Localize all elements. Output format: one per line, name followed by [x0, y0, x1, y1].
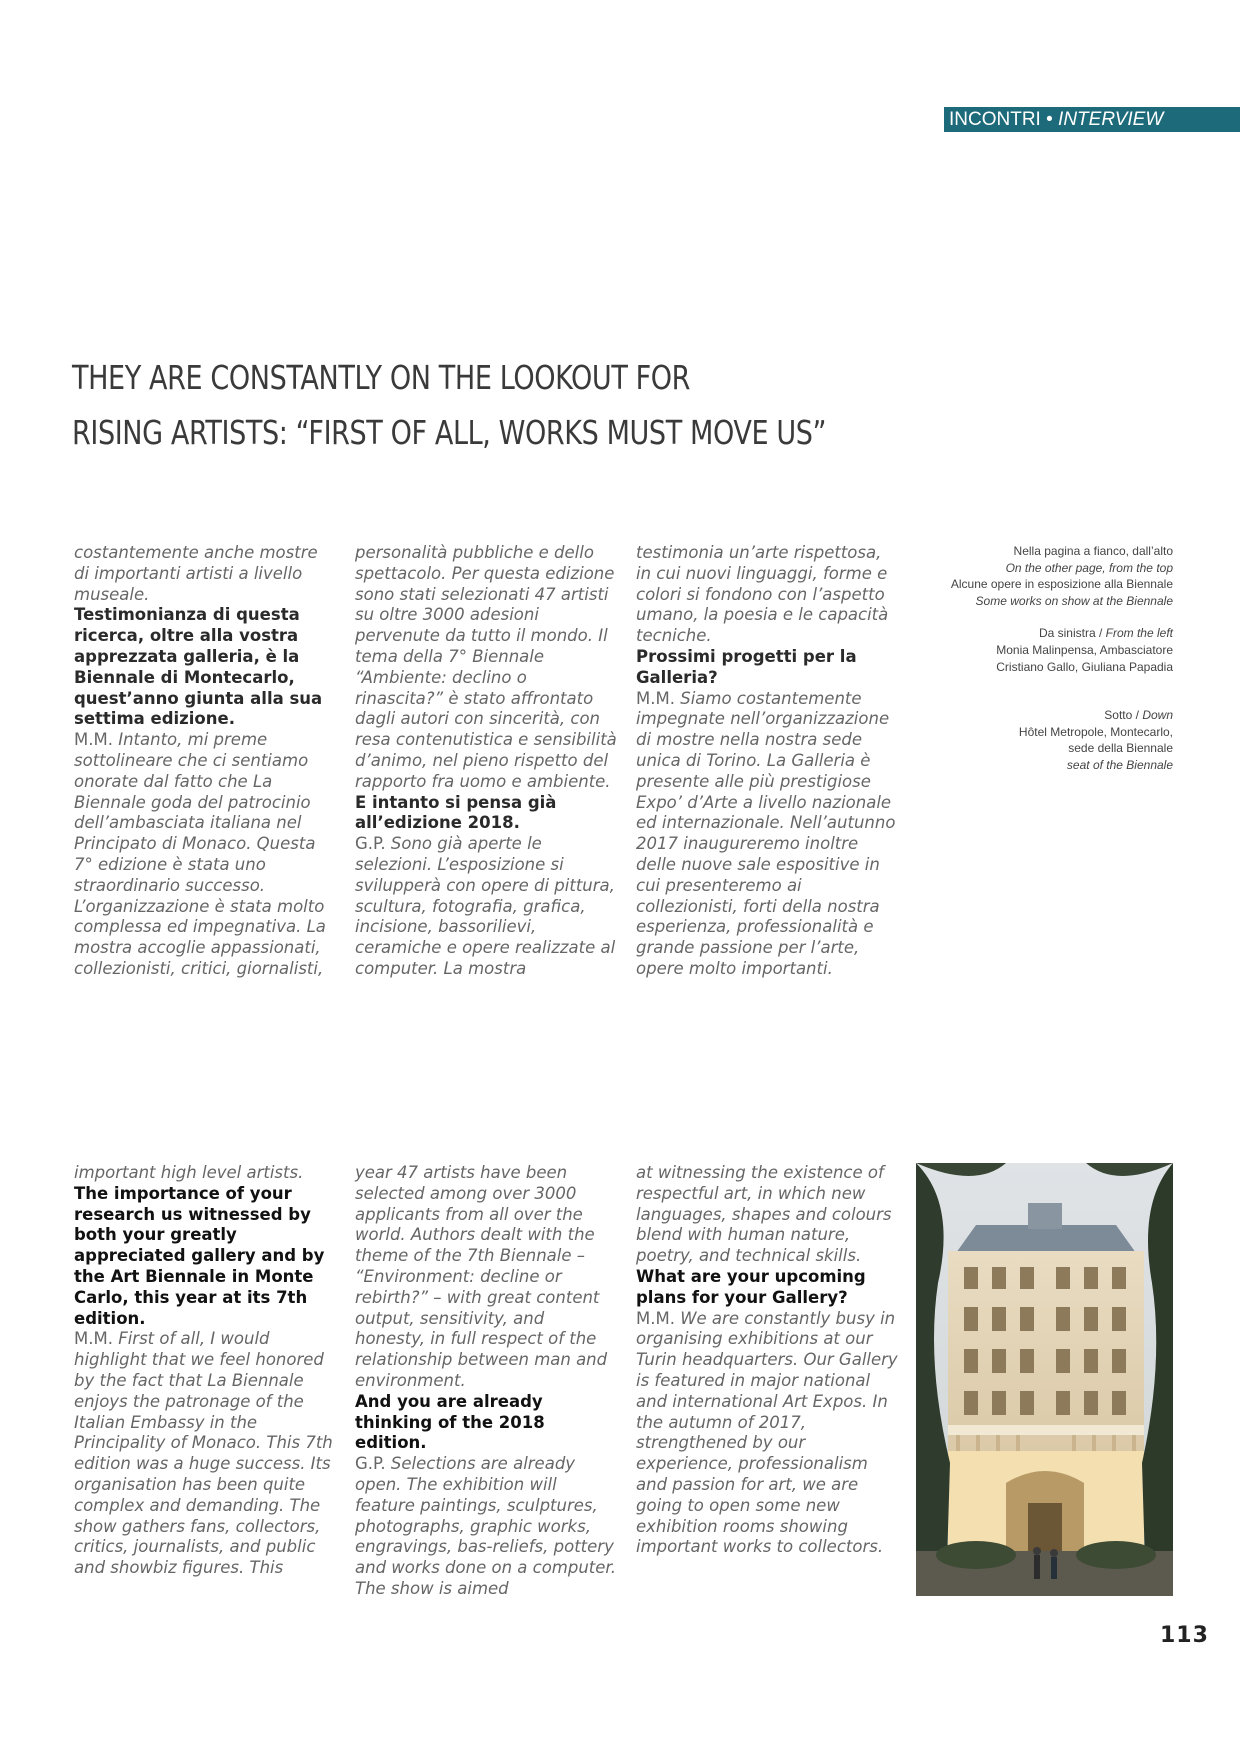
italian-column-2 — [355, 543, 617, 980]
answer-text: Sono già aperte le selezioni. L’esposizione si svilupperà con opere di pittura, scultura, fotografia, grafica, incisione, bassorilievi, ceramiche e opere realizzate al computer. La mostra — [355, 834, 616, 978]
paragraph: costantemente anche mostre di importanti artisti a livello museale. — [74, 543, 318, 604]
interview-answer — [636, 689, 898, 980]
interview-question: Testimonianza di questa ricerca, oltre alla vostra apprezzata galleria, è la Biennale di Montecarlo, quest’anno giunta alla sua settima edizione. — [74, 605, 323, 729]
interview-question: What are your upcoming plans for your Gallery? — [636, 1266, 866, 1307]
answer-text: Intanto, mi preme sottolineare che ci sentiamo onorate dal fatto che La Biennale goda del patrocinio dell’ambasciata italiana nel Principato di Monaco. Questa 7° edizione è stata uno straordinario successo. L’organizzazione è stata molto complessa ed impegnativa. La mostra accoglie appassionati, collezionisti, critici, giornalisti, — [74, 730, 326, 978]
italian-column-3 — [636, 543, 898, 980]
speaker-initials: M.M. — [636, 688, 675, 708]
interview-answer — [355, 1454, 617, 1600]
speaker-initials: M.M. — [74, 1329, 113, 1349]
paragraph: important high level artists. — [74, 1163, 304, 1182]
caption-line: Cristiano Gallo, Giuliana Papadia — [996, 659, 1173, 674]
interview-answer — [74, 1329, 336, 1579]
answer-text: First of all, I would highlight that we feel honored by the fact that La Biennale enjoys the patronage of the Italian Embassy in the Principality of Monaco. This 7th edition was a huge success. Its organisation has been quite complex and demanding. The show gathers fans, collectors, critics, journalists, and public and showbiz figures. This — [74, 1329, 333, 1578]
interview-question: And you are already thinking of the 2018 edition. — [355, 1391, 545, 1453]
caption-line: Da sinistra / From the left — [1038, 626, 1173, 641]
section-label-en: INTERVIEW — [1058, 109, 1164, 130]
caption-line: Nella pagina a fianco, dall’alto — [1013, 544, 1173, 558]
section-separator: • — [1040, 109, 1059, 130]
paragraph: testimonia un’arte rispettosa, in cui nuovi linguaggi, forme e colori si fondono con l’aspetto umano, la poesia e le capacità tecniche. — [636, 543, 889, 646]
caption-line: seat of the Biennale — [1066, 757, 1173, 772]
caption-line: sede della Biennale — [1068, 741, 1173, 756]
paragraph: at witnessing the existence of respectful art, in which new languages, shapes and colours blend with human nature, poetry, and technical skills. — [636, 1163, 892, 1266]
speaker-initials: G.P. — [355, 1454, 386, 1474]
caption-line: Sotto / Down — [1104, 708, 1173, 723]
interview-answer — [636, 1309, 898, 1559]
caption-line: Alcune opere in esposizione alla Biennale — [950, 577, 1173, 592]
interview-question: The importance of your research us witnessed by both your greatly appreciated gallery and by the Art Biennale in Monte Carlo, this year at its 7th edition. — [74, 1183, 325, 1328]
italian-column-1 — [74, 543, 336, 980]
section-label: INCONTRI — [949, 109, 1041, 130]
photo-caption — [930, 543, 1173, 774]
caption-line: Monia Malinpensa, Ambasciatore — [996, 642, 1173, 657]
title-line-2: RISING ARTISTS: “FIRST OF ALL, WORKS MUST MOVE US” — [72, 413, 827, 452]
title-line-1: THEY ARE CONSTANTLY ON THE LOOKOUT FOR — [72, 358, 691, 397]
section-tab — [944, 107, 1240, 132]
paragraph: year 47 artists have been selected among over 3000 applicants from all over the world. Authors dealt with the theme of the 7th Biennale – “Environment: decline or rebirth?” – with great content output, sensitivity, and honesty, in full respect of the relationship between man and environment. — [355, 1163, 608, 1390]
speaker-initials: G.P. — [355, 834, 386, 854]
page-title — [72, 350, 827, 460]
interview-question: Prossimi progetti per la Galleria? — [636, 646, 857, 687]
page-number: 113 — [1160, 1623, 1209, 1648]
english-column-3 — [636, 1163, 898, 1558]
speaker-initials: M.M. — [636, 1308, 675, 1328]
caption-line: Some works on show at the Biennale — [975, 593, 1173, 608]
interview-question: E intanto si pensa già all’edizione 2018. — [355, 792, 557, 833]
caption-line: On the other page, from the top — [1005, 560, 1173, 575]
english-column-2 — [355, 1163, 617, 1600]
english-column-1 — [74, 1163, 336, 1579]
interview-answer — [74, 730, 336, 980]
paragraph: personalità pubbliche e dello spettacolo. Per questa edizione sono stati selezionati 47 artisti su oltre 3000 adesioni pervenute da tutto il mondo. Il tema della 7° Biennale “Ambiente: declino o rinascita?” è stato affrontato dagli autori con sincerità, con resa contenutistica e sensibilità d’animo, nel pieno rispetto del rapporto fra uomo e ambiente. — [355, 543, 617, 791]
answer-text: We are constantly busy in organising exhibitions at our Turin headquarters. Our Gallery is featured in major national and international Art Expos. In the autumn of 2017, strengthened by our experience, professionalism and passion for art, we are going to open some new exhibition rooms showing important works to collectors. — [636, 1308, 898, 1557]
hotel-metropole-photo — [916, 1163, 1173, 1596]
speaker-initials: M.M. — [74, 730, 113, 750]
answer-text: Siamo costantemente impegnate nell’organizzazione di mostre nella nostra sede unica di Torino. La Galleria è presente alle più prestigiose Expo’ d’Arte a livello nazionale ed internazionale. Nell’autunno 2017 inaugureremo inoltre delle nuove sale espositive in cui presenteremo ai collezionisti, forti della nostra esperienza, professionalità e grande passione per l’arte, opere molto importanti. — [636, 688, 896, 978]
answer-text: Selections are already open. The exhibition will feature paintings, sculptures, photographs, graphic works, engravings, bas-reliefs, pottery and works done on a computer. The show is aimed — [355, 1454, 616, 1598]
interview-answer — [355, 834, 617, 980]
caption-line: Hôtel Metropole, Montecarlo, — [1018, 724, 1173, 739]
